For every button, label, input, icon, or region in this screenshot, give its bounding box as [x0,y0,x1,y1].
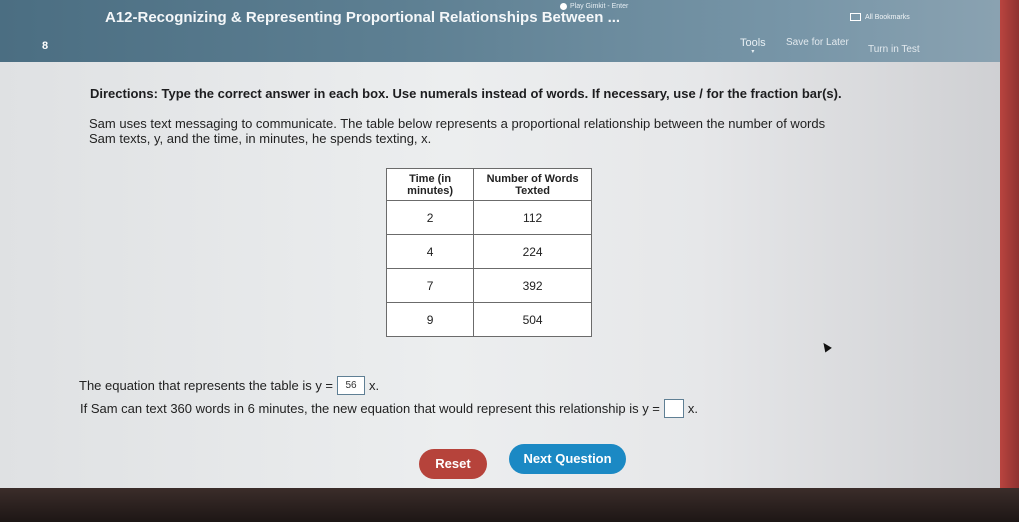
table-cell: 112 [474,201,592,235]
equation-1 [79,376,379,395]
monitor-bezel [0,488,1019,522]
equation-2-text: If Sam can text 360 words in 6 minutes, the new equation that would represent this relationship is y = [80,401,660,416]
table-cell: 4 [387,235,474,269]
table-header-row [387,169,592,201]
all-bookmarks-label: All Bookmarks [865,13,910,21]
device-edge [1000,0,1019,490]
tools-label: Tools [740,37,766,49]
header-bar [0,0,1000,62]
table-row [387,303,592,337]
tools-button[interactable] [740,37,766,55]
table-cell: 7 [387,269,474,303]
folder-icon [850,13,861,21]
question-number: 8 [42,40,49,52]
all-bookmarks[interactable] [850,13,910,21]
equation-2 [80,399,698,418]
table-row [387,201,592,235]
mouse-cursor-icon [820,341,832,353]
table-row [387,235,592,269]
prompt-line-2: Sam texts, y, and the time, in minutes, he spends texting, x. [89,131,432,146]
table-cell: 224 [474,235,592,269]
data-table [386,168,592,337]
page-title: A12-Recognizing & Representing Proportional Relationships Between ... [105,9,621,26]
equation-1-suffix: x. [369,378,380,393]
next-question-button[interactable]: Next Question [509,444,626,474]
table-cell: 504 [474,303,592,337]
equation-2-suffix: x. [687,401,699,416]
column-header-words: Number of Words Texted [474,169,592,201]
table-cell: 2 [387,201,474,235]
answer-input-1[interactable]: 56 [337,376,365,395]
table-cell: 392 [474,269,592,303]
answer-input-2[interactable] [664,399,684,418]
equation-1-text: The equation that represents the table is y = [79,378,334,393]
table-cell: 9 [387,303,474,337]
directions-text: Directions: Type the correct answer in each box. Use numerals instead of words. If necessary, use / for the fraction bar(s). [90,86,842,101]
turn-in-test-button[interactable]: Turn in Test [868,44,920,55]
table-row [387,269,592,303]
column-header-time: Time (in minutes) [387,169,474,201]
bookmark-label: Play Gimkit - Enter [570,2,629,10]
save-for-later-button[interactable]: Save for Later [786,37,849,48]
chevron-down-icon: ▾ [751,49,755,55]
reset-button[interactable]: Reset [419,449,487,479]
prompt-line-1: Sam uses text messaging to communicate. The table below represents a proportional relationship between the number of words [89,116,826,131]
